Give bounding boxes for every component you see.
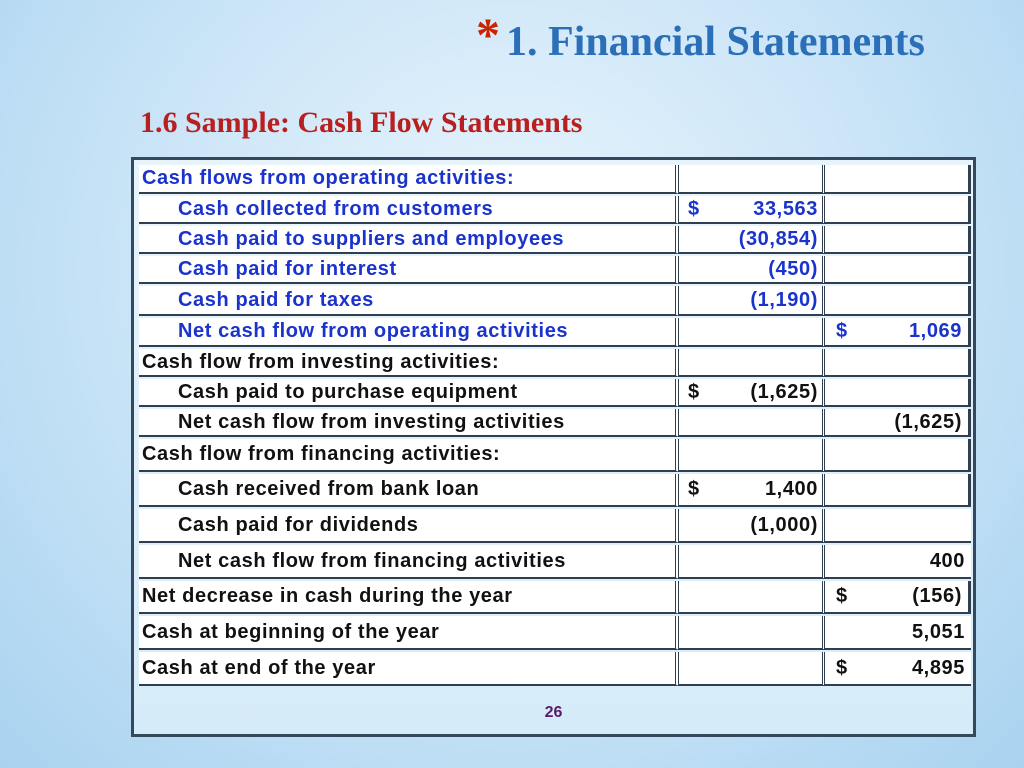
amount-value: (1,190) [750,288,818,311]
amount-value: (30,854) [738,227,818,250]
amount-value: 33,563 [753,197,818,220]
total-cell [825,379,971,407]
page-number: 26 [544,704,563,721]
total-cell [825,256,971,284]
slide-title [476,8,925,66]
cash-flow-table-body [139,165,971,686]
total-cell [825,616,971,650]
table-row [139,226,971,254]
table-row [139,545,971,579]
total-cell [825,165,971,194]
amount-cell [679,545,825,579]
amount-cell [679,256,825,284]
total-value: 4,895 [911,656,965,679]
amount-cell [679,286,825,316]
table-row [139,652,971,686]
total-cell [825,318,971,347]
total-value: 1,069 [908,320,962,342]
row-label: Cash at end of the year [139,652,679,686]
row-label: Cash flows from operating activities: [139,165,679,194]
table-row [139,256,971,284]
total-value: 400 [929,549,965,572]
row-label: Cash flow from financing activities: [139,439,679,472]
dollar-sign: $ [836,585,848,607]
amount-cell [679,474,825,507]
amount-cell [679,581,825,614]
row-label: Cash received from bank loan [139,474,679,507]
dollar-sign: $ [688,478,700,500]
row-label: Net cash flow from operating activities [139,318,679,347]
amount-cell [679,409,825,437]
total-value: 5,051 [911,620,965,643]
amount-value: (1,625) [750,380,818,403]
amount-cell [679,226,825,254]
table-row [139,196,971,224]
total-cell [825,409,971,437]
row-label: Cash paid to purchase equipment [139,379,679,407]
amount-cell [679,349,825,377]
amount-cell [679,379,825,407]
table-row [139,379,971,407]
amount-cell [679,318,825,347]
total-cell [825,286,971,316]
slide-title-text: 1. Financial Statements [506,19,925,65]
table-row [139,474,971,507]
amount-cell [679,652,825,686]
row-label: Cash collected from customers [139,196,679,224]
amount-value: (1,000) [750,513,818,536]
amount-cell [679,439,825,472]
cash-flow-statement-frame [131,157,976,737]
row-label: Cash paid for dividends [139,509,679,543]
total-cell [825,439,971,472]
amount-cell [679,165,825,194]
table-row [139,165,971,194]
asterisk-bullet-icon: * [476,9,500,62]
total-cell [825,581,971,614]
total-cell [825,509,971,543]
total-cell [825,474,971,507]
row-label: Cash paid for interest [139,256,679,284]
total-value: (1,625) [894,410,962,433]
table-row [139,581,971,614]
amount-cell [679,616,825,650]
total-cell [825,545,971,579]
amount-value: 1,400 [764,478,818,500]
cash-flow-table [139,163,971,688]
total-cell [825,226,971,254]
table-row [139,616,971,650]
row-label: Net cash flow from financing activities [139,545,679,579]
row-label: Cash flow from investing activities: [139,349,679,377]
table-row [139,409,971,437]
dollar-sign: $ [836,320,848,342]
amount-value: (450) [768,257,818,280]
total-cell [825,196,971,224]
row-label: Cash paid to suppliers and employees [139,226,679,254]
dollar-sign: $ [688,197,700,220]
amount-cell [679,196,825,224]
row-label: Cash at beginning of the year [139,616,679,650]
row-label: Net decrease in cash during the year [139,581,679,614]
total-cell [825,349,971,377]
row-label: Net cash flow from investing activities [139,409,679,437]
table-row [139,509,971,543]
table-row [139,349,971,377]
total-value: (156) [912,585,962,607]
table-row [139,318,971,347]
table-row [139,286,971,316]
amount-cell [679,509,825,543]
total-cell [825,652,971,686]
dollar-sign: $ [836,656,848,679]
row-label: Cash paid for taxes [139,286,679,316]
slide-subtitle: 1.6 Sample: Cash Flow Statements [140,106,583,139]
dollar-sign: $ [688,380,700,403]
table-row [139,439,971,472]
